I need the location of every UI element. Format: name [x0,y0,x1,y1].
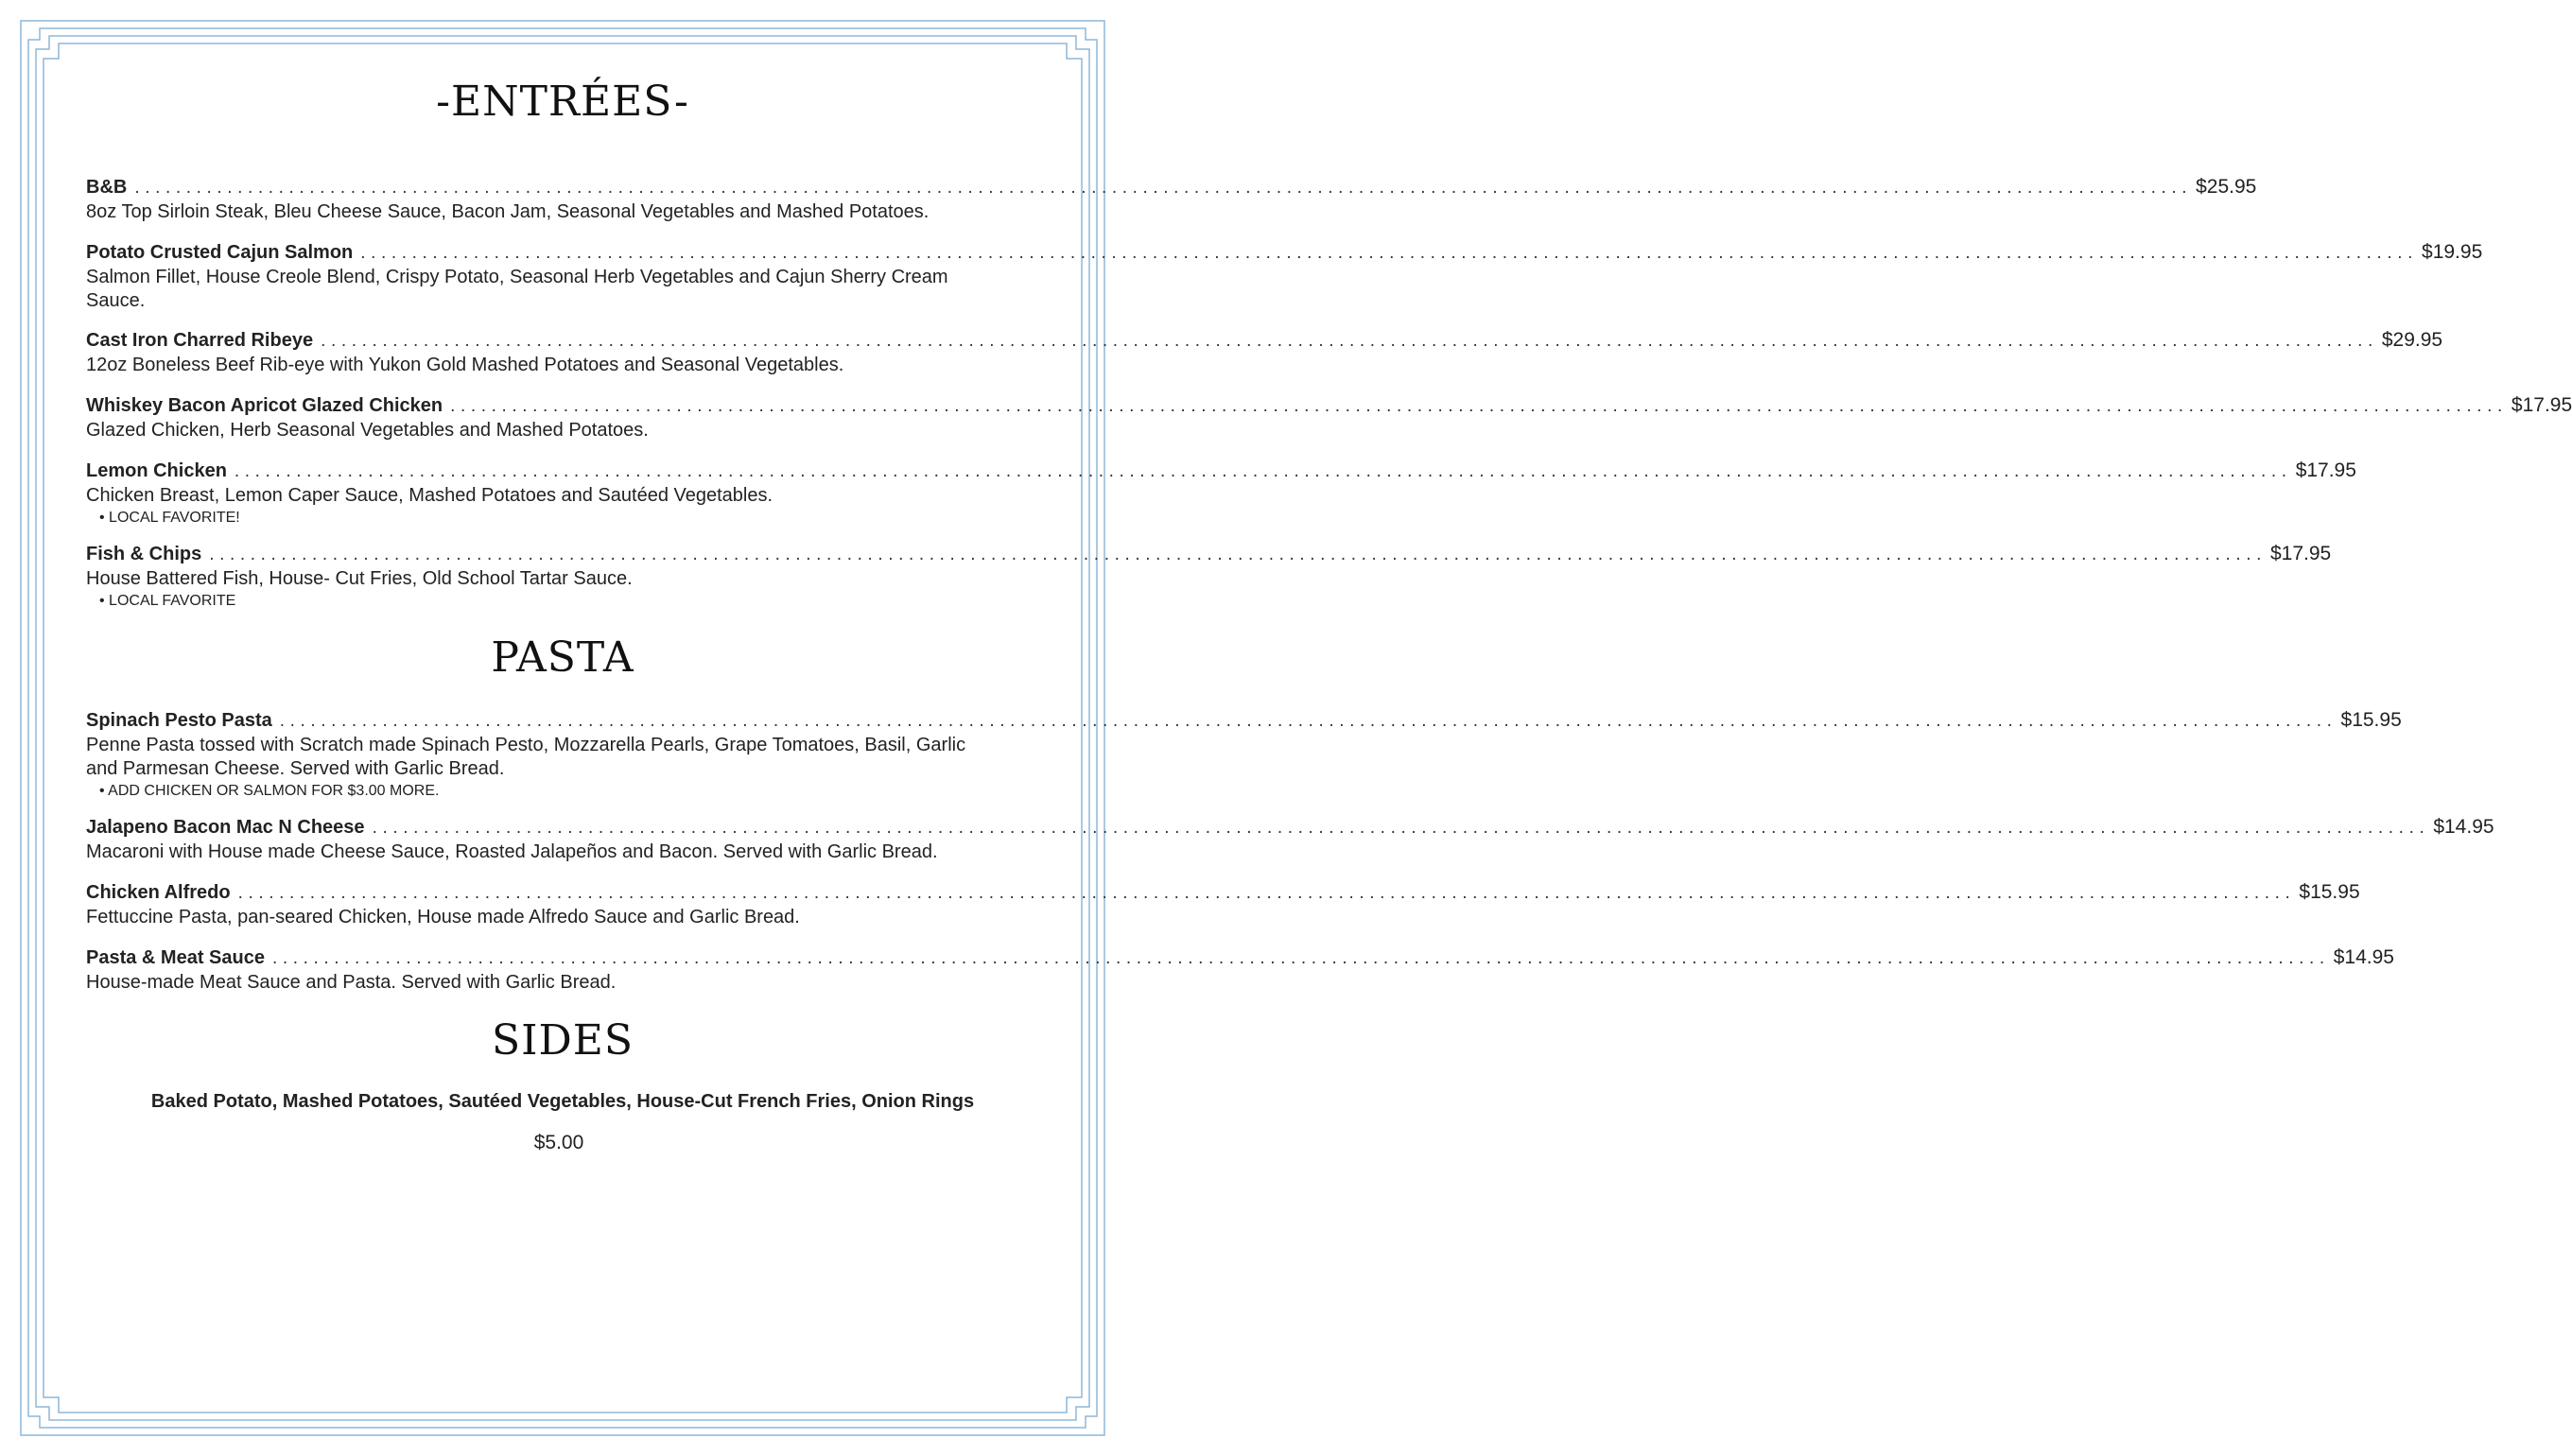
item-name: Fish & Chips [86,544,202,564]
leader-dots: ........................................................................................................................................................................................................ [209,545,2267,564]
item-description: Chicken Breast, Lemon Caper Sauce, Mashed Potatoes and Sautéed Vegetables. [86,485,773,506]
item-description: House Battered Fish, House- Cut Fries, Old School Tartar Sauce. [86,568,633,589]
item-description: Penne Pasta tossed with Scratch made Spinach Pesto, Mozzarella Pearls, Grape Tomatoes, Basil, Garlic and Parmesan Cheese. Served with Garlic Bread. [86,735,966,779]
menu-item [86,175,2257,224]
menu-item [86,708,2402,802]
menu-item [86,815,2494,864]
item-name: Spinach Pesto Pasta [86,710,272,731]
item-price: $17.95 [2295,459,2356,481]
pasta-title: PASTA [491,633,634,682]
item-description: Glazed Chicken, Herb Seasonal Vegetables and Mashed Potatoes. [86,420,649,441]
item-name: Jalapeno Bacon Mac N Cheese [86,817,365,838]
item-price: $25.95 [2196,176,2257,198]
item-price: $19.95 [2422,241,2483,263]
item-description: 8oz Top Sirloin Steak, Bleu Cheese Sauce, Bacon Jam, Seasonal Vegetables and Mashed Potatoes. [86,201,930,222]
item-note: • LOCAL FAVORITE! [99,510,240,526]
leader-dots: ........................................................................................................................................................................................................ [372,818,2430,838]
leader-dots: ........................................................................................................................................................................................................ [360,243,2419,263]
item-price: $15.95 [2340,709,2402,731]
item-description: Salmon Fillet, House Creole Blend, Crispy Potato, Seasonal Herb Vegetables and Cajun Sherry Cream Sauce. [86,267,948,311]
item-price: $29.95 [2381,329,2443,351]
leader-dots: ........................................................................................................................................................................................................ [279,711,2337,731]
menu-item [86,393,2572,442]
item-description: Fettuccine Pasta, pan-seared Chicken, House made Alfredo Sauce and Garlic Bread. [86,907,800,927]
menu-item [86,459,2356,529]
item-description: 12oz Boneless Beef Rib-eye with Yukon Gold Mashed Potatoes and Seasonal Vegetables. [86,355,844,375]
item-description: Macaroni with House made Cheese Sauce, Roasted Jalapeños and Bacon. Served with Garlic Bread. [86,841,938,862]
item-name: Lemon Chicken [86,460,227,481]
sides-price: $5.00 [533,1132,584,1153]
item-name: B&B [86,177,128,198]
item-name: Chicken Alfredo [86,882,231,903]
item-name: Whiskey Bacon Apricot Glazed Chicken [86,395,443,416]
item-name: Potato Crusted Cajun Salmon [86,242,354,263]
leader-dots: ........................................................................................................................................................................................................ [271,948,2330,968]
menu-item [86,328,2443,377]
menu-item [86,240,2483,313]
leader-dots: ........................................................................................................................................................................................................ [321,331,2378,351]
menu-item [86,542,2332,612]
leader-dots: ........................................................................................................................................................................................................ [234,461,2292,481]
menu-item [86,945,2394,995]
sides-list: Baked Potato, Mashed Potatoes, Sautéed Vegetables, House-Cut French Fries, Onion Rings [150,1091,975,1112]
sides-title: SIDES [491,1016,634,1065]
item-note: • ADD CHICKEN OR SALMON FOR $3.00 MORE. [99,783,440,799]
item-name: Pasta & Meat Sauce [86,947,265,968]
item-name: Cast Iron Charred Ribeye [86,330,314,351]
item-price: $17.95 [2270,543,2332,564]
item-price: $15.95 [2299,881,2360,903]
item-note: • LOCAL FAVORITE [99,593,236,609]
menu-item [86,880,2360,929]
leader-dots: ........................................................................................................................................................................................................ [134,178,2193,198]
leader-dots: ........................................................................................................................................................................................................ [450,396,2508,416]
item-price: $17.95 [2511,394,2572,416]
item-description: House-made Meat Sauce and Pasta. Served with Garlic Bread. [86,972,617,993]
leader-dots: ........................................................................................................................................................................................................ [237,883,2296,903]
item-price: $14.95 [2333,946,2394,968]
entrees-title: -ENTRÉES- [436,78,689,126]
item-price: $14.95 [2433,816,2494,838]
